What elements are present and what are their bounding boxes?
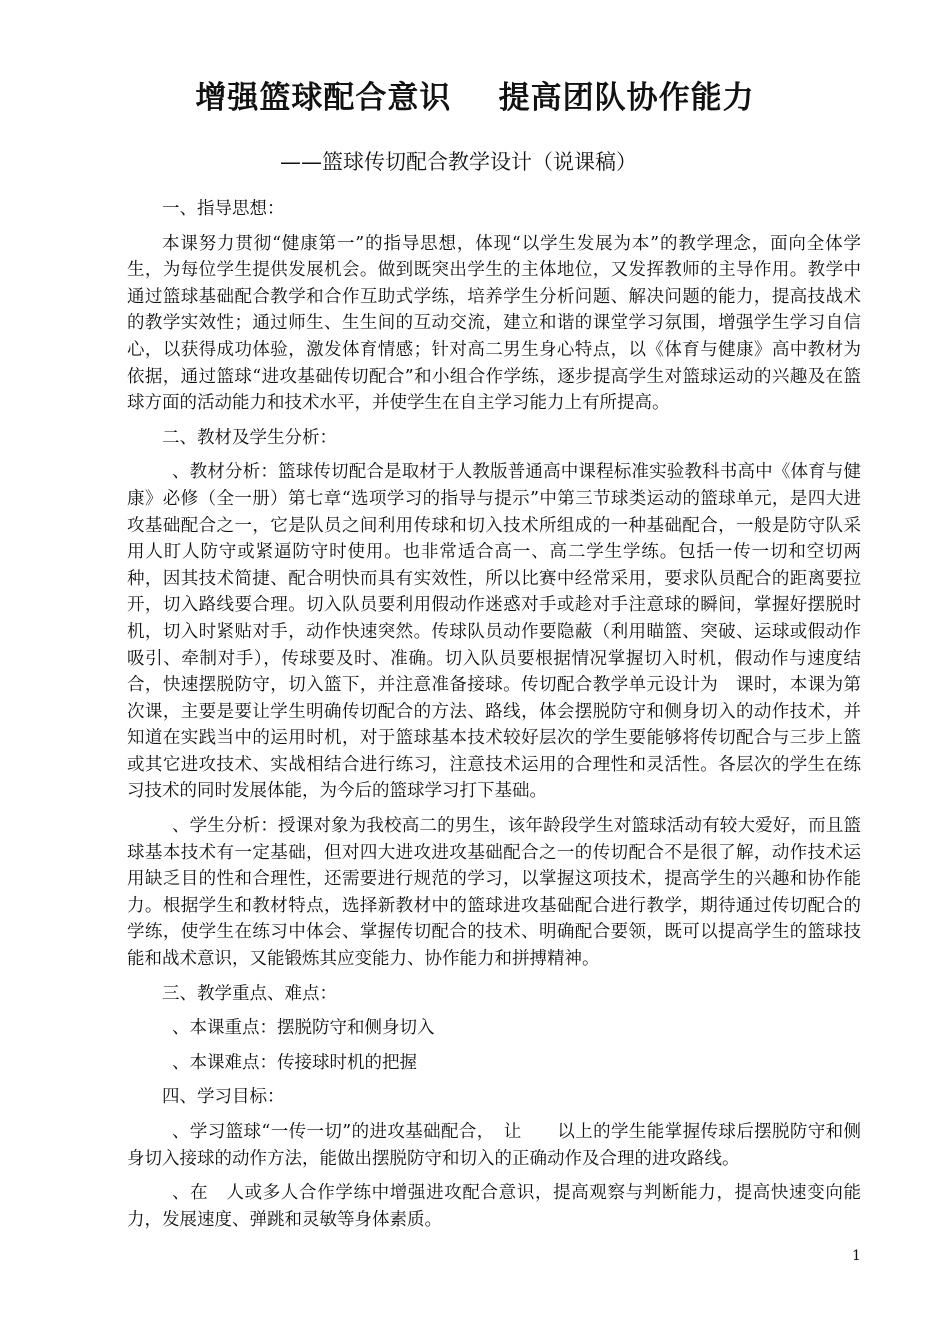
paragraph-student-analysis: 、学生分析：授课对象为我校高二的男生，该年龄段学生对篮球活动有较大爱好，而且篮球基本技术有一定基础，但对四大进攻进攻基础配合之一的传切配合不是很了解，动作技术运用缺乏目的性和合理性，还需要进行规范的学习，以掌握这项技术，提高学生的兴趣和协作能力。根据学生和教材特点，选择新教材中的篮球进攻基础配合进行教学，期待通过传切配合的学练，使学生在练习中体会、掌握传切配合的技术、明确配合要领，既可以提高学生的篮球技能和战术意识，又能锻炼其应变能力、协作能力和拼搏精神。 [127,816,861,970]
section-heading-learning-goals: 四、学习目标： [162,1087,285,1108]
paragraph-goal-one: 、学习篮球“一传一切”的进攻基础配合， 让 以上的学生能掌握传球后摆脱防守和侧身切入接球的动作方法，能做出摆脱防守和切入的正确动作及合理的进攻路线。 [127,1122,861,1169]
section-heading-analysis: 二、教材及学生分析： [162,427,337,448]
document-subtitle: ——篮球传切配合教学设计（说课稿） [280,150,637,174]
paragraph-goal-two: 、在 人或多人合作学练中增强进攻配合意识，提高观察与判断能力，提高快速变向能力，发展速度、弹跳和灵敏等身体素质。 [127,1183,861,1230]
paragraph-difficulty: 、本课难点：传接球时机的把握 [172,1052,417,1073]
document-title: 增强篮球配合意识 提高团队协作能力 [195,80,755,116]
section-heading-guiding-thought: 一、指导思想： [162,199,285,219]
paragraph-key-point: 、本课重点：摆脱防守和侧身切入 [172,1018,435,1039]
paragraph-material-analysis: 、教材分析：篮球传切配合是取材于人教版普通高中课程标准实验教科书高中《体育与健康》必修（全一册）第七章“选项学习的指导与提示”中第三节球类运动的篮球单元，是四大进攻基础配合之一，它是队员之间利用传球和切入技术所组成的一种基础配合，一般是防守队采用人盯人防守或紧逼防守时使用。也非常适合高一、高二学生学练。包括一传一切和空切两种，因其技术简捷、配合明快而具有实效性，所以比赛中经常采用，要求队员配合的距离要拉开，切入路线要合理。切入队员要利用假动作迷惑对手或趁对手注意球的瞬间，掌握好摆脱时机，切入时紧贴对手，动作快速突然。传球队员动作要隐蔽（利用瞄篮、突破、运球或假动作吸引、牵制对手），传球要及时、准确。切入队员要根据情况掌握切入时机，假动作与速度结合，快速摆脱防守，切入篮下，并注意准备接球。传切配合教学单元设计为 课时，本课为第 次课，主要是要让学生明确传切配合的方法、路线，体会摆脱防守和侧身切入的动作技术，并知道在实践当中的运用时机，对于篮球基本技术较好层次的学生要能够将传切配合与三步上篮或其它进攻技术、实战相结合进行练习，注意技术运用的合理性和灵活性。各层次的学生在练习技术的同时发展体能，为今后的篮球学习打下基础。 [127,462,879,802]
paragraph-guiding-thought: 本课努力贯彻“健康第一”的指导思想，体现“以学生发展为本”的教学理念，面向全体学生，为每位学生提供发展机会。做到既突出学生的主体地位，又发挥教师的主导作用。教学中通过篮球基础配合教学和合作互助式学练，培养学生分析问题、解决问题的能力，提高技战术的教学实效性；通过师生、生生间的互动交流，建立和谐的课堂学习氛围，增强学生学习自信心，以获得成功体验，激发体育情感；针对高二男生身心特点，以《体育与健康》高中教材为依据，通过篮球“进攻基础传切配合”和小组合作学练，逐步提高学生对篮球运动的兴趣及在篮球方面的活动能力和技术水平，并使学生在自主学习能力上有所提高。 [127,233,861,414]
page-number: 1 [852,1248,861,1264]
document-body [127,196,879,1241]
section-heading-key-points: 三、教学重点、难点： [162,983,337,1004]
